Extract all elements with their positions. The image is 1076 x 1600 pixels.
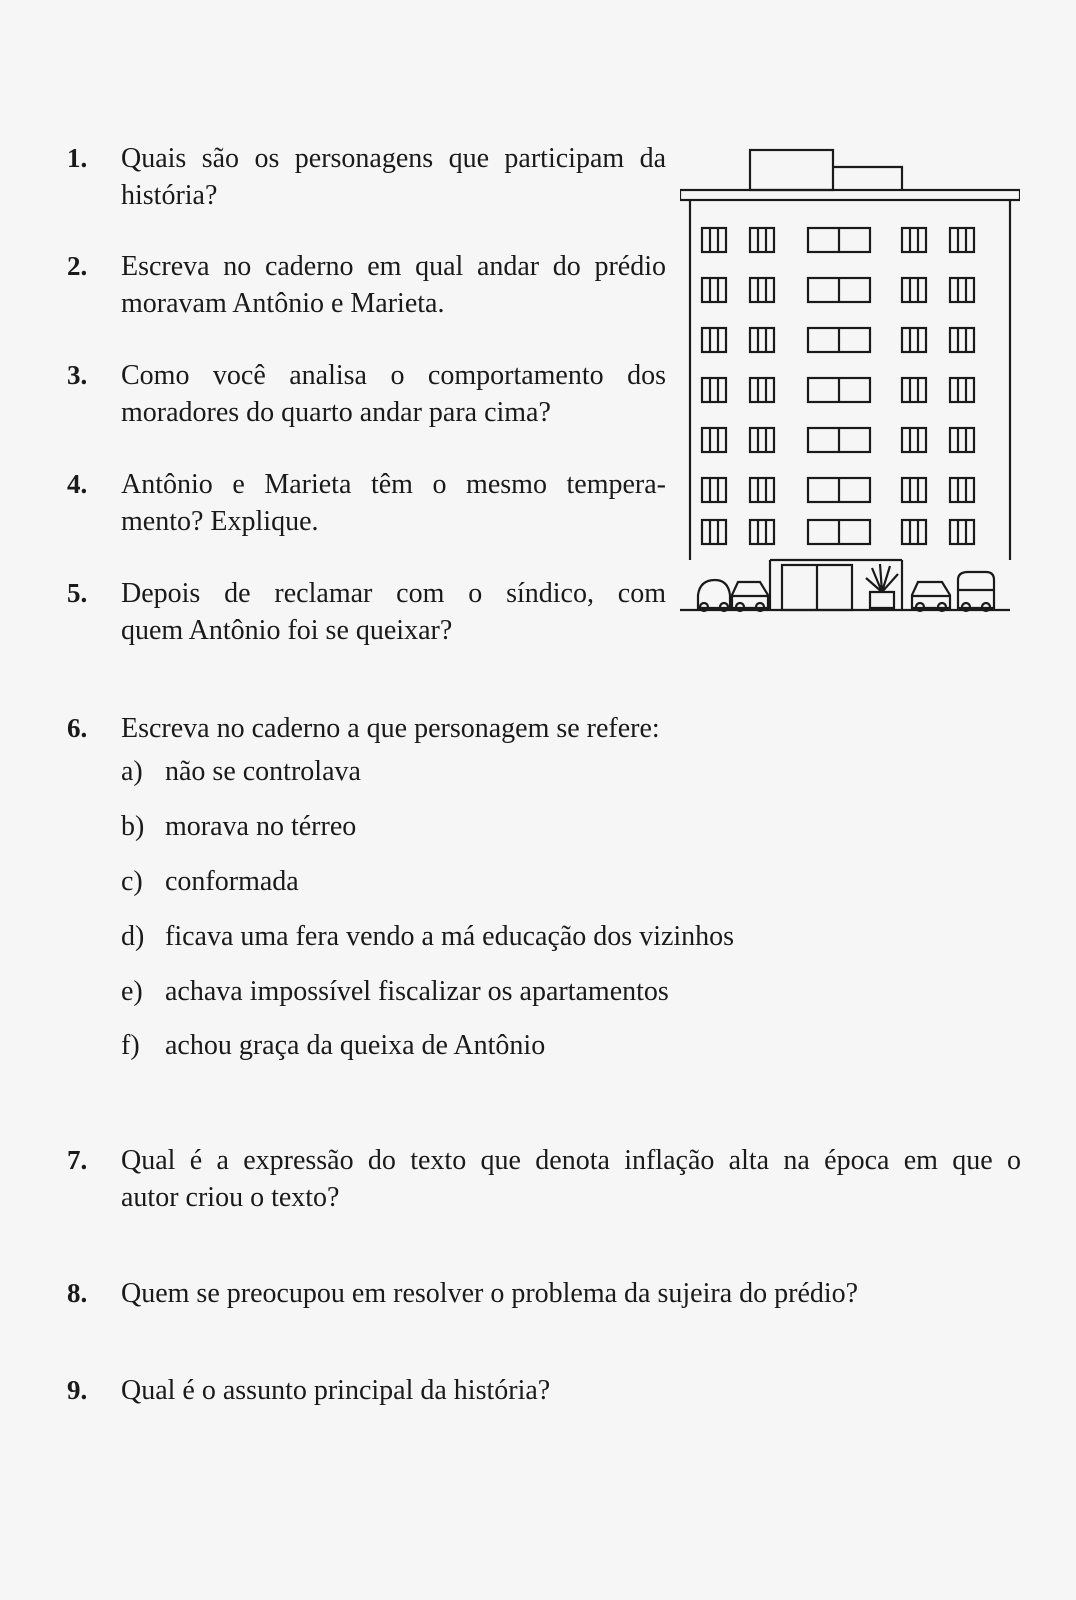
item-label: a) [121, 756, 143, 787]
window-icon [950, 520, 974, 544]
window-icon [950, 328, 974, 352]
question-number: 2. [67, 251, 88, 281]
q6-item-a [121, 755, 361, 789]
item-label: c) [121, 866, 143, 897]
question-text: Quem se preocupou em resolver o problema da sujeira do prédio? [121, 1278, 859, 1309]
question-text: Como você analisa o comportamento dos [121, 360, 666, 391]
window-icon [750, 228, 774, 252]
window-icon [702, 520, 726, 544]
window-icon [808, 520, 870, 544]
question-text: autor criou o texto? [121, 1182, 340, 1213]
question-text: Qual é a expressão do texto que denota inflação alta na época em que o [121, 1145, 1021, 1176]
question-text: Depois de reclamar com o síndico, com [121, 578, 666, 609]
window-icon [902, 520, 926, 544]
question-text: Escreva no caderno a que personagem se refere: [121, 713, 660, 744]
q6-item-c [121, 865, 299, 899]
window-icon [702, 328, 726, 352]
window-icon [750, 478, 774, 502]
q6-item-d [121, 920, 734, 954]
window-icon [750, 278, 774, 302]
window-icon [702, 278, 726, 302]
window-icon [808, 328, 870, 352]
roof-slab [680, 190, 1020, 200]
window-icon [902, 328, 926, 352]
question-text: mento? Explique. [121, 506, 319, 537]
window-icon [750, 428, 774, 452]
window-icon [902, 278, 926, 302]
window-icon [950, 278, 974, 302]
car-icon [698, 580, 730, 611]
item-text: achava impossível fiscalizar os apartamentos [165, 976, 669, 1007]
rooftop-structure [833, 167, 902, 190]
q6-item-e [121, 975, 669, 1009]
item-text: morava no térreo [165, 811, 357, 842]
item-text: ficava uma fera vendo a má educação dos vizinhos [165, 921, 735, 952]
window-icon [750, 328, 774, 352]
window-icon [950, 428, 974, 452]
car-icon [912, 582, 950, 611]
window-icon [902, 478, 926, 502]
q6-item-f [121, 1029, 545, 1063]
van-icon [958, 572, 994, 611]
rooftop-structure [750, 150, 833, 190]
question-number: 4. [67, 469, 88, 499]
window-icon [702, 478, 726, 502]
window-icon [808, 478, 870, 502]
window-icon [808, 428, 870, 452]
window-icon [750, 378, 774, 402]
window-icon [902, 228, 926, 252]
item-text: achou graça da queixa de Antônio [165, 1030, 546, 1061]
item-text: não se controlava [165, 756, 361, 787]
building-illustration [680, 140, 1020, 630]
item-label: f) [121, 1030, 140, 1061]
window-icon [902, 378, 926, 402]
window-icon [808, 278, 870, 302]
window-icon [950, 478, 974, 502]
window-icon [702, 378, 726, 402]
question-text: Antônio e Marieta têm o mesmo tempera- [121, 469, 666, 500]
question-text: moravam Antônio e Marieta. [121, 288, 445, 319]
window-icon [702, 228, 726, 252]
question-number: 3. [67, 360, 88, 390]
item-label: b) [121, 811, 145, 842]
window-icon [808, 228, 870, 252]
building-wall [690, 200, 1010, 560]
plant-icon [866, 564, 898, 608]
item-label: e) [121, 976, 143, 1007]
window-icon [808, 378, 870, 402]
question-number: 7. [67, 1145, 88, 1175]
question-text: moradores do quarto andar para cima? [121, 397, 551, 428]
question-number: 5. [67, 578, 88, 608]
q6-item-b [121, 810, 356, 844]
window-icon [950, 228, 974, 252]
question-text: quem Antônio foi se queixar? [121, 615, 453, 646]
question-text: Escreva no caderno em qual andar do prédio [121, 251, 666, 282]
question-number: 6. [67, 713, 88, 743]
question-text: Qual é o assunto principal da história? [121, 1375, 551, 1406]
question-number: 9. [67, 1375, 88, 1405]
question-text: história? [121, 180, 218, 211]
item-text: conformada [165, 866, 299, 897]
window-icon [902, 428, 926, 452]
question-number: 1. [67, 143, 88, 173]
window-icon [702, 428, 726, 452]
item-label: d) [121, 921, 145, 952]
car-icon [732, 582, 768, 611]
question-number: 8. [67, 1278, 88, 1308]
question-text: Quais são os personagens que participam da [121, 143, 666, 174]
window-icon [950, 378, 974, 402]
window-icon [750, 520, 774, 544]
